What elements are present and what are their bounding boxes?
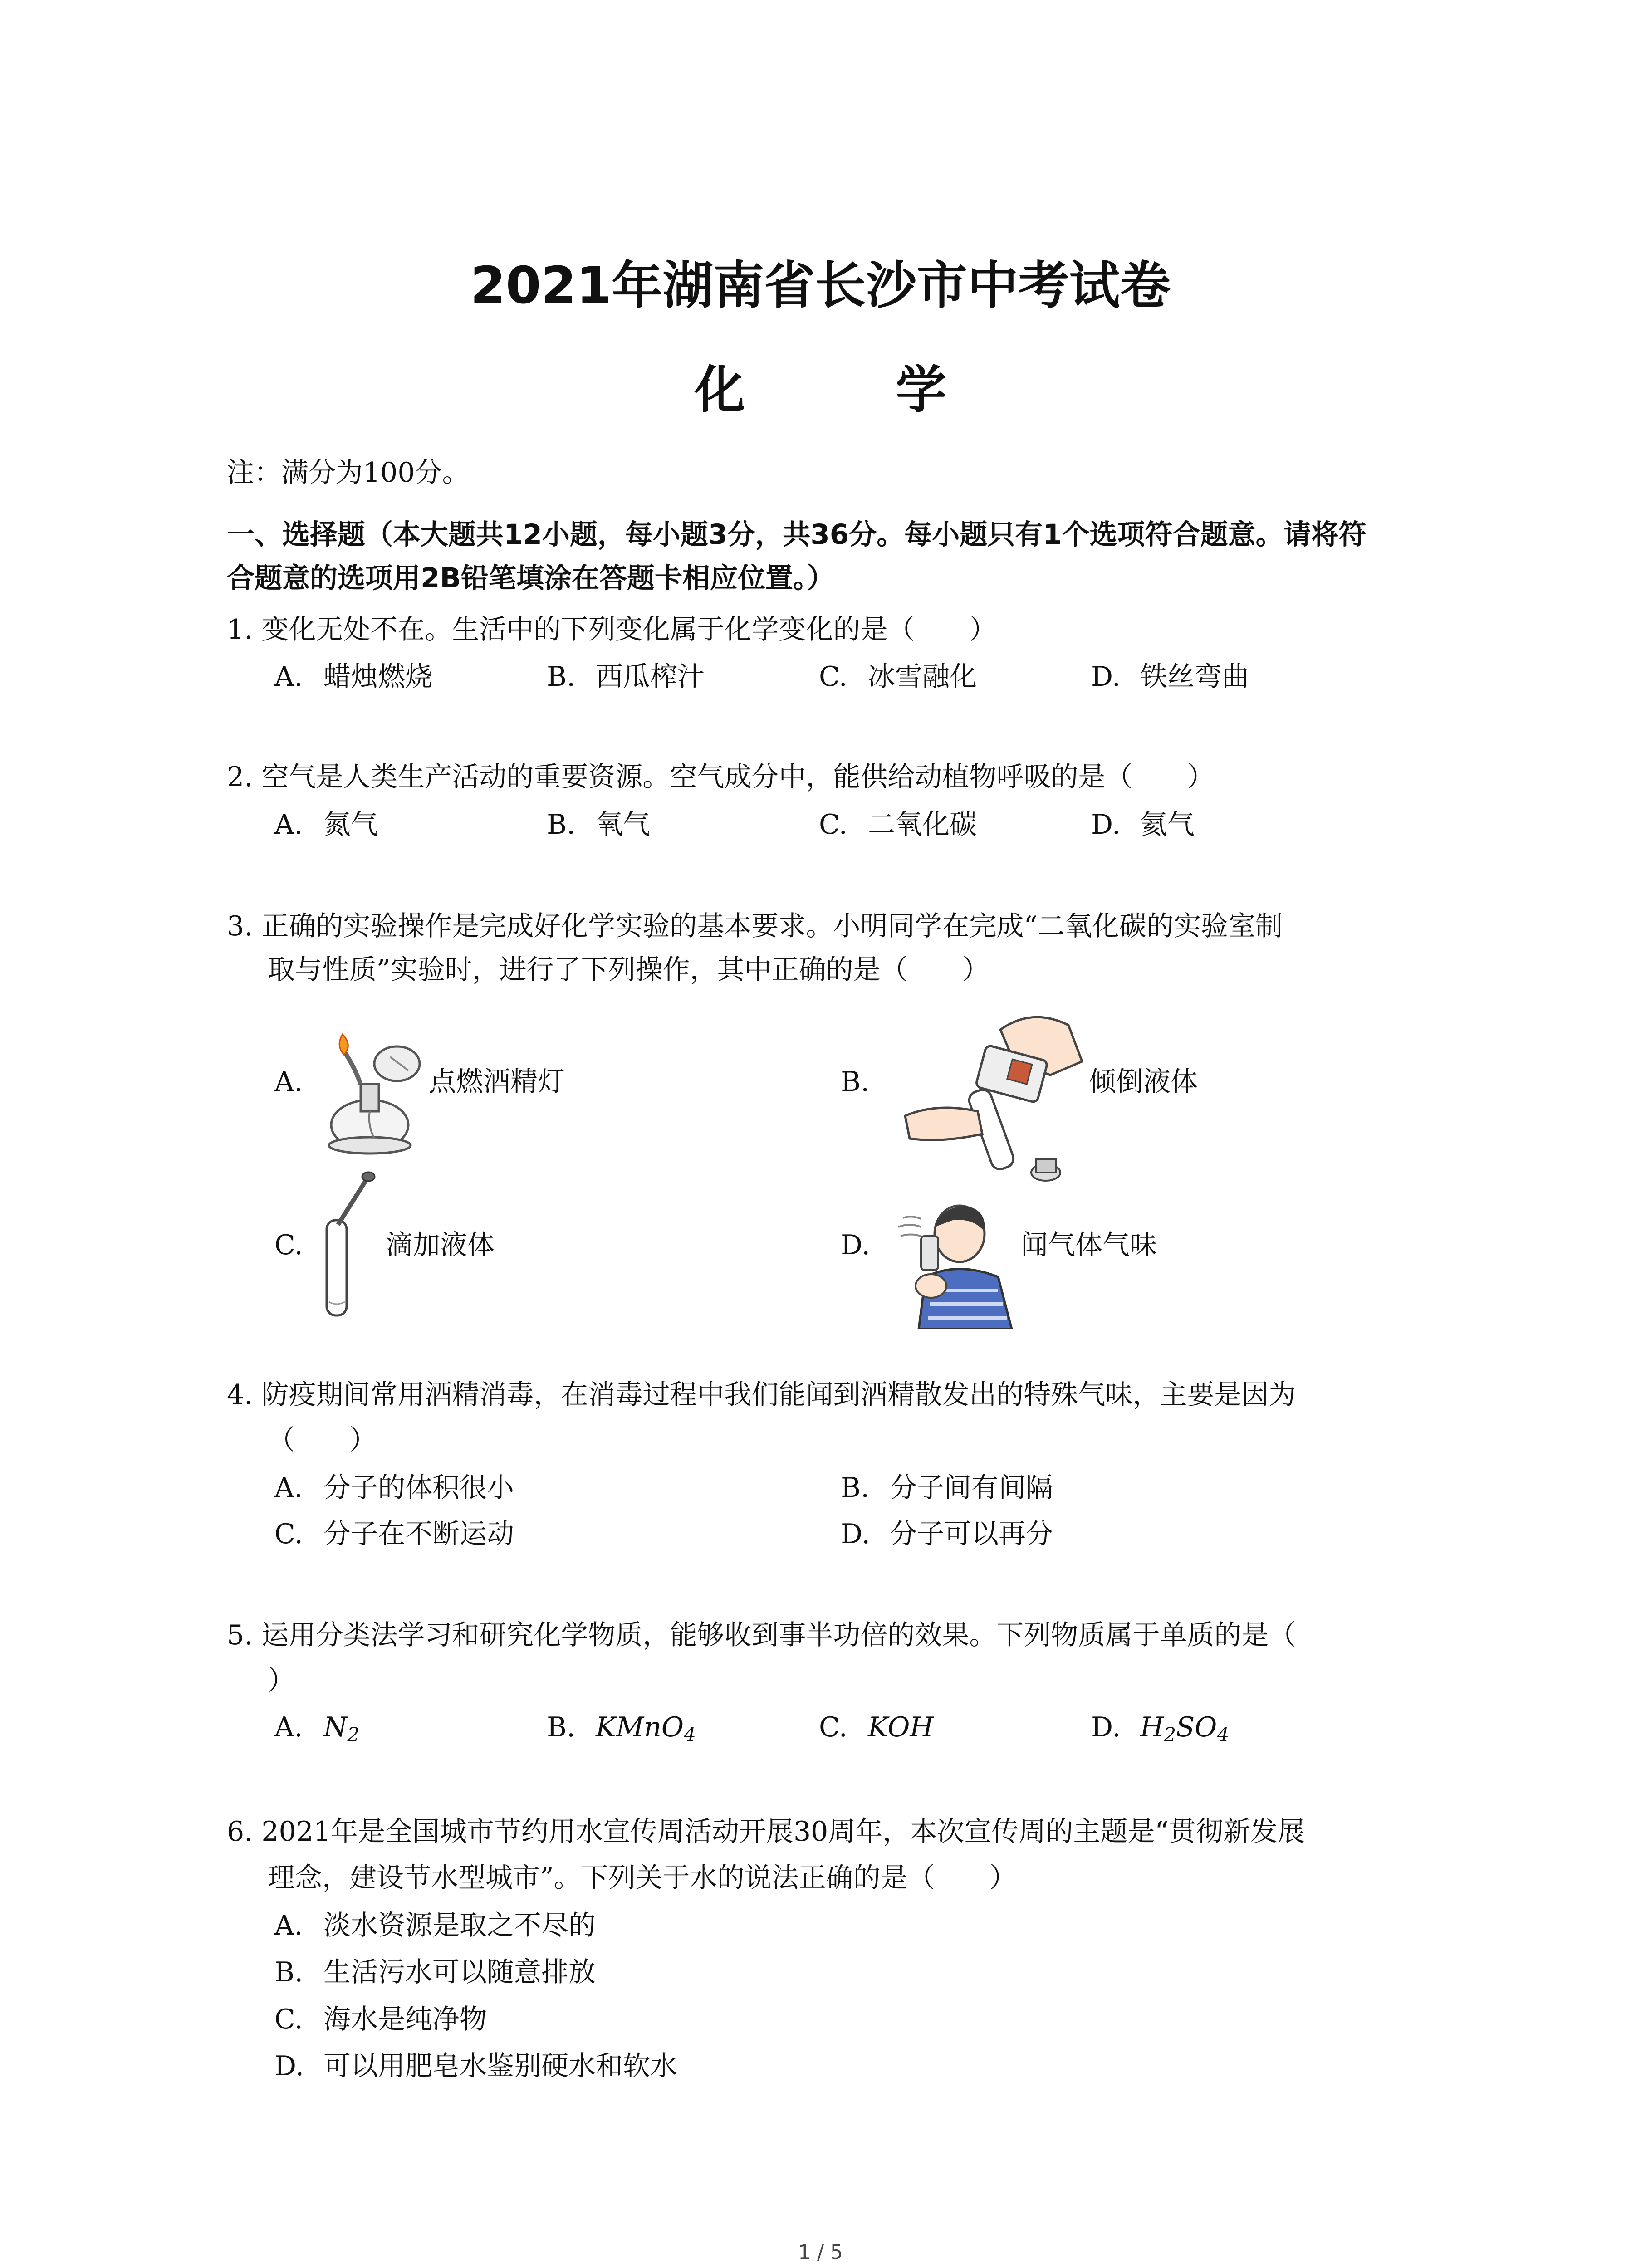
- question-5-stem-line2: ）: [268, 1665, 295, 1696]
- q3-option-d-letter: D.: [841, 1229, 871, 1261]
- q1-option-a: A. 蜡烛燃烧: [274, 661, 432, 693]
- q4-option-d: D. 分子可以再分: [841, 1518, 1053, 1550]
- q3-option-b-text: 倾倒液体: [1089, 1066, 1198, 1098]
- q3-option-a-letter: A.: [274, 1066, 303, 1098]
- q4-option-b: B. 分子间有间隔: [841, 1472, 1053, 1504]
- alcohol-lamp-figure: [318, 1021, 436, 1157]
- q2-option-b: B. 氧气: [547, 809, 650, 841]
- q6-option-d: D. 可以用肥皂水鉴别硬水和软水: [274, 2050, 677, 2082]
- q2-option-a: A. 氮气: [274, 809, 378, 841]
- question-4-stem-line1: 4. 防疫期间常用酒精消毒，在消毒过程中我们能闻到酒精散发出的特殊气味，主要是因为: [227, 1379, 1296, 1411]
- q1-option-c: C. 冰雪融化: [819, 661, 977, 693]
- question-3-stem-line2: 取与性质”实验时，进行了下列操作，其中正确的是（ ）: [268, 954, 989, 986]
- section-heading-line1: 一、选择题（本大题共12小题，每小题3分，共36分。每小题只有1个选项符合题意。请将符: [227, 518, 1367, 551]
- question-3-stem-line1: 3. 正确的实验操作是完成好化学实验的基本要求。小明同学在完成“二氧化碳的实验室制: [227, 910, 1283, 942]
- section-heading-line2: 合题意的选项用2B铅笔填涂在答题卡相应位置。）: [227, 562, 835, 594]
- q1-option-d: D. 铁丝弯曲: [1091, 661, 1249, 693]
- subject-title: 化 学: [694, 361, 997, 420]
- q3-option-d-text: 闻气体气味: [1021, 1229, 1157, 1261]
- score-note: 注：满分为100分。: [227, 457, 470, 489]
- q1-option-b: B. 西瓜榨汁: [547, 661, 705, 693]
- page-number: 1 / 5: [798, 2241, 843, 2264]
- q5-option-d: D. $H_2SO_4$: [1091, 1711, 1230, 1746]
- q6-option-c: C. 海水是纯净物: [274, 2004, 487, 2035]
- pouring-liquid-figure: [896, 998, 1091, 1188]
- question-6-stem-line2: 理念，建设节水型城市”。下列关于水的说法正确的是（ ）: [268, 1862, 1017, 1894]
- exam-title: 2021年湖南省长沙市中考试卷: [470, 256, 1171, 315]
- question-1-stem: 1. 变化无处不在。生活中的下列变化属于化学变化的是（ ）: [227, 614, 997, 645]
- q3-option-c-letter: C.: [274, 1229, 303, 1261]
- q5-option-b: B. KMnO$_4$: [547, 1711, 696, 1746]
- question-6-stem-line1: 6. 2021年是全国城市节约用水宣传周活动开展30周年，本次宣传周的主题是“贯彻新发展: [227, 1816, 1305, 1848]
- question-4-stem-line2: （ ）: [268, 1424, 377, 1456]
- q5-option-c: C. KOH: [819, 1711, 934, 1743]
- q3-option-b-letter: B.: [841, 1066, 870, 1098]
- q4-option-a: A. 分子的体积很小: [274, 1472, 514, 1504]
- q6-option-a: A. 淡水资源是取之不尽的: [274, 1910, 596, 1941]
- q4-option-c: C. 分子在不断运动: [274, 1518, 514, 1550]
- dropper-test-tube-figure: [313, 1170, 386, 1320]
- question-2-stem: 2. 空气是人类生产活动的重要资源。空气成分中，能供给动植物呼吸的是（ ）: [227, 761, 1215, 793]
- smelling-gas-figure: [889, 1200, 1025, 1329]
- q3-option-c-text: 滴加液体: [386, 1229, 495, 1261]
- question-5-stem-line1: 5. 运用分类法学习和研究化学物质，能够收到事半功倍的效果。下列物质属于单质的是（: [227, 1619, 1296, 1651]
- q2-option-d: D. 氦气: [1091, 809, 1195, 841]
- q6-option-b: B. 生活污水可以随意排放: [274, 1956, 596, 1988]
- q5-option-a: A. $N_2$: [274, 1711, 360, 1746]
- q3-option-a-text: 点燃酒精灯: [429, 1066, 565, 1098]
- q2-option-c: C. 二氧化碳: [819, 809, 977, 841]
